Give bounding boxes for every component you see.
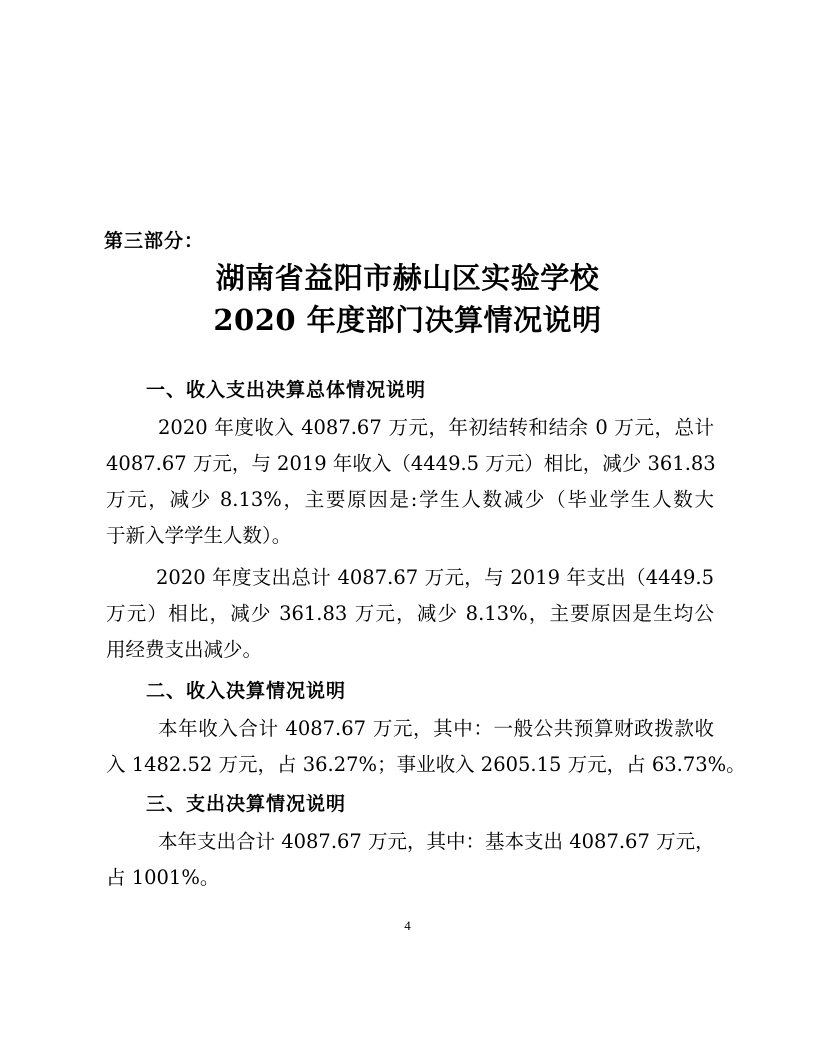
section-2-heading: 二、收入决算情况说明 <box>146 680 347 702</box>
section-1-paragraph-2-line-1: 2020 年度支出总计 4087.67 万元，与 2019 年支出（4449.5 <box>156 566 714 589</box>
section-1-heading: 一、收入支出决算总体情况说明 <box>146 379 427 401</box>
section-3-heading: 三、支出决算情况说明 <box>146 793 347 815</box>
part-label: 第三部分： <box>104 230 205 252</box>
section-2-paragraph-1-line-1: 本年收入合计 4087.67 万元，其中：一般公共预算财政拨款收 <box>158 717 714 740</box>
section-3-paragraph-1-line-1: 本年支出合计 4087.67 万元，其中：基本支出 4087.67 万元， <box>158 830 715 853</box>
document-title-line-2: 2020 年度部门决算情况说明 <box>213 303 602 337</box>
section-1-paragraph-1-line-4: 于新入学学生人数）。 <box>106 524 292 547</box>
section-1-paragraph-1-line-1: 2020 年度收入 4087.67 万元，年初结转和结余 0 万元，总计 <box>158 416 714 439</box>
section-1-paragraph-1-line-2: 4087.67 万元，与 2019 年收入（4449.5 万元）相比，减少 361.83 <box>106 452 716 475</box>
section-3-paragraph-1-line-2: 占 1001%。 <box>106 866 220 889</box>
document-title-line-1: 湖南省益阳市赫山区实验学校 <box>215 261 600 295</box>
section-1-paragraph-1-line-3: 万元，减少 8.13%，主要原因是:学生人数减少（毕业学生人数大 <box>106 488 714 511</box>
section-1-paragraph-2-line-3: 用经费支出减少。 <box>106 638 263 661</box>
page-number: 4 <box>404 918 411 933</box>
section-2-paragraph-1-line-2: 入 1482.52 万元，占 36.27%；事业收入 2605.15 万元，占 63.73%。 <box>106 753 746 776</box>
section-1-paragraph-2-line-2: 万元）相比，减少 361.83 万元，减少 8.13%，主要原因是生均公 <box>106 602 714 625</box>
